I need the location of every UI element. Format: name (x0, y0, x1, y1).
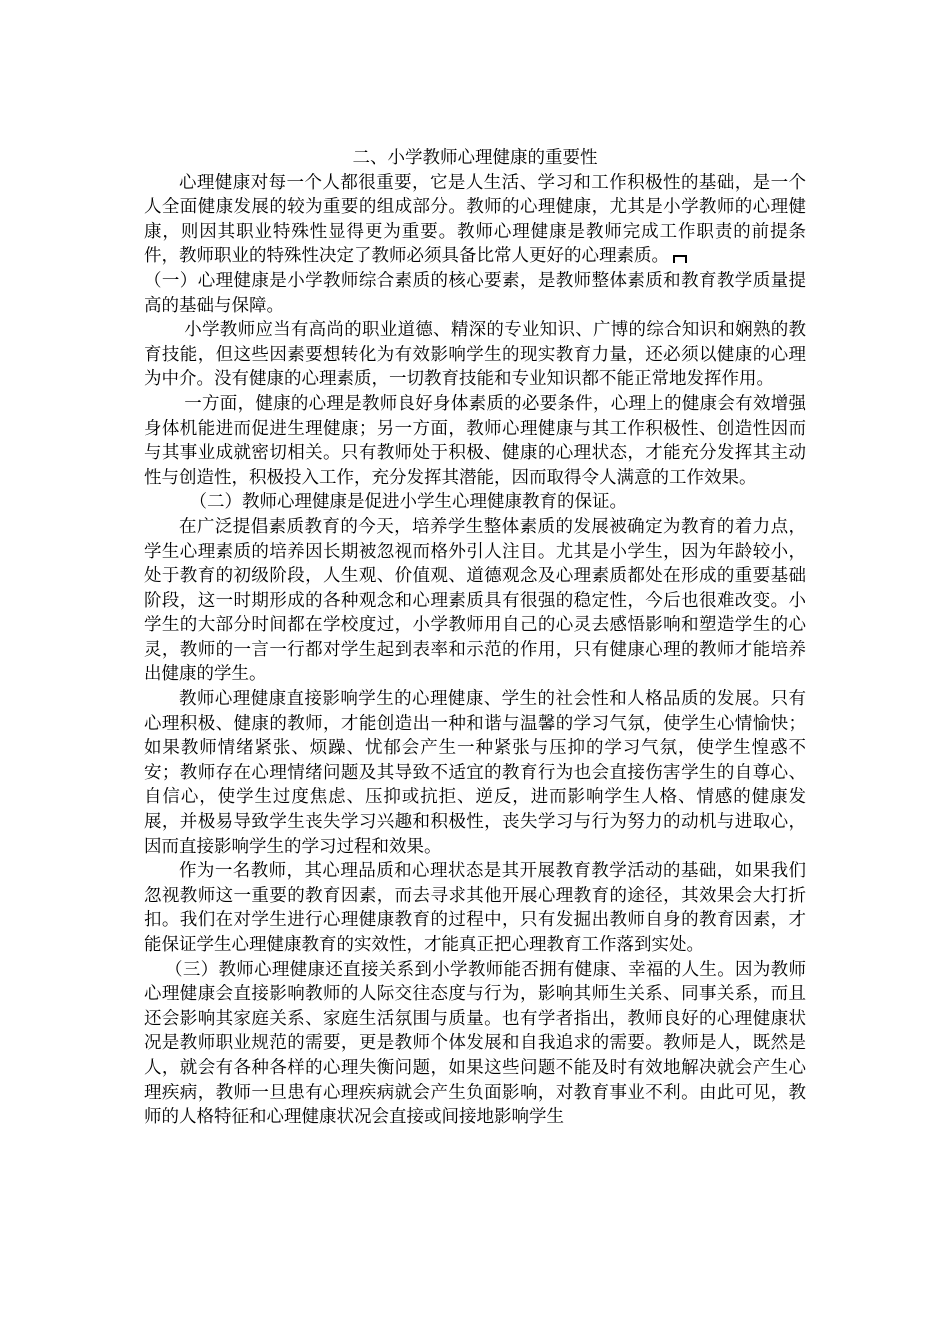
subheading-two: （二）教师心理健康是促进小学生心理健康教育的保证。 (189, 492, 627, 513)
paragraph-intro-text: 心理健康对每一个人都很重要，它是人生活、学习和工作积极性的基础，是一个人全面健康发展的较为重要的组成部分。教师的心理健康，尤其是小学教师的心理健康，则因其职业特殊性显得更为重要。教师心理健康是教师完成工作职责的前提条件，教师职业的特殊性决定了教师必须具备比常人更好的心理素质。 (144, 172, 806, 267)
paragraph-intro (144, 171, 806, 269)
paragraph-quality-education: 在广泛提倡素质教育的今天，培养学生整体素质的发展被确定为教育的着力点，学生心理素质的培养因长期被忽视而格外引人注目。尤其是小学生，因为年龄较小，处于教育的初级阶段，人生观、价值观、道德观念及心理素质都处在形成的重要基础阶段，这一时期形成的各种观念和心理素质具有很强的稳定性，今后也很难改变。小学生的大部分时间都在学校度过，小学教师用自己的心灵去感悟影响和塑造学生的心灵，教师的一言一行都对学生起到表率和示范的作用，只有健康心理的教师才能培养出健康的学生。 (144, 516, 806, 685)
paragraph-section-three: （三）教师心理健康还直接关系到小学教师能否拥有健康、幸福的人生。因为教师心理健康会直接影响教师的人际交往态度与行为，影响其师生关系、同事关系，而且还会影响其家庭关系、家庭生活氛围与质量。也有学者指出，教师良好的心理健康状况是教师职业规范的需要，更是教师个体发展和自我追求的需要。教师是人，既然是人，就会有各种各样的心理失衡问题，如果这些问题不能及时有效地解决就会产生心理疾病，教师一旦患有心理疾病就会产生负面影响，对教育事业不利。由此可见，教师的人格特征和心理健康状况会直接或间接地影响学生 (144, 959, 806, 1128)
paragraph-teacher-qualities: 小学教师应当有高尚的职业道德、精深的专业知识、广博的综合知识和娴熟的教育技能，但这些因素要想转化为有效影响学生的现实教育力量，还必须以健康的心理为中介。没有健康的心理素质，一切教育技能和专业知识都不能正常地发挥作用。 (144, 320, 806, 390)
paragraph-educational-factor: 作为一名教师，其心理品质和心理状态是其开展教育教学活动的基础，如果我们忽视教师这一重要的教育因素，而去寻求其他开展心理教育的途径，其效果会大打折扣。我们在对学生进行心理健康教育的过程中，只有发掘出教师自身的教育因素，才能保证学生心理健康教育的实效性，才能真正把心理教育工作落到实处。 (144, 861, 806, 955)
paragraph-physical-mental: 一方面，健康的心理是教师良好身体素质的必要条件，心理上的健康会有效增强身体机能进而促进生理健康；另一方面，教师心理健康与其工作积极性、创造性因而与其事业成就密切相关。只有教师处于积极、健康的心理状态，才能充分发挥其主动性与创造性，积极投入工作，充分发挥其潜能，因而取得令人满意的工作效果。 (144, 393, 806, 488)
document-page (144, 146, 806, 1130)
paragraph-student-impact: 教师心理健康直接影响学生的心理健康、学生的社会性和人格品质的发展。只有心理积极、健康的教师，才能创造出一种和谐与温馨的学习气氛，使学生心情愉快；如果教师情绪紧张、烦躁、忧郁会产生一种紧张与压抑的学习气氛，使学生惶惑不安；教师存在心理情绪问题及其导致不适宜的教育行为也会直接伤害学生的自尊心、自信心，使学生过度焦虑、压抑或抗拒、逆反，进而影响学生人格、情感的健康发展，并极易导致学生丧失学习兴趣和积极性，丧失学习与行为努力的动机与进取心，因而直接影响学生的学习过程和效果。 (144, 689, 806, 857)
bracket-mark-icon (673, 255, 687, 263)
subheading-one: （一）心理健康是小学教师综合素质的核心要素，是教师整体素质和教育教学质量提高的基础与保障。 (144, 270, 806, 316)
section-title: 二、小学教师心理健康的重要性 (352, 148, 598, 168)
